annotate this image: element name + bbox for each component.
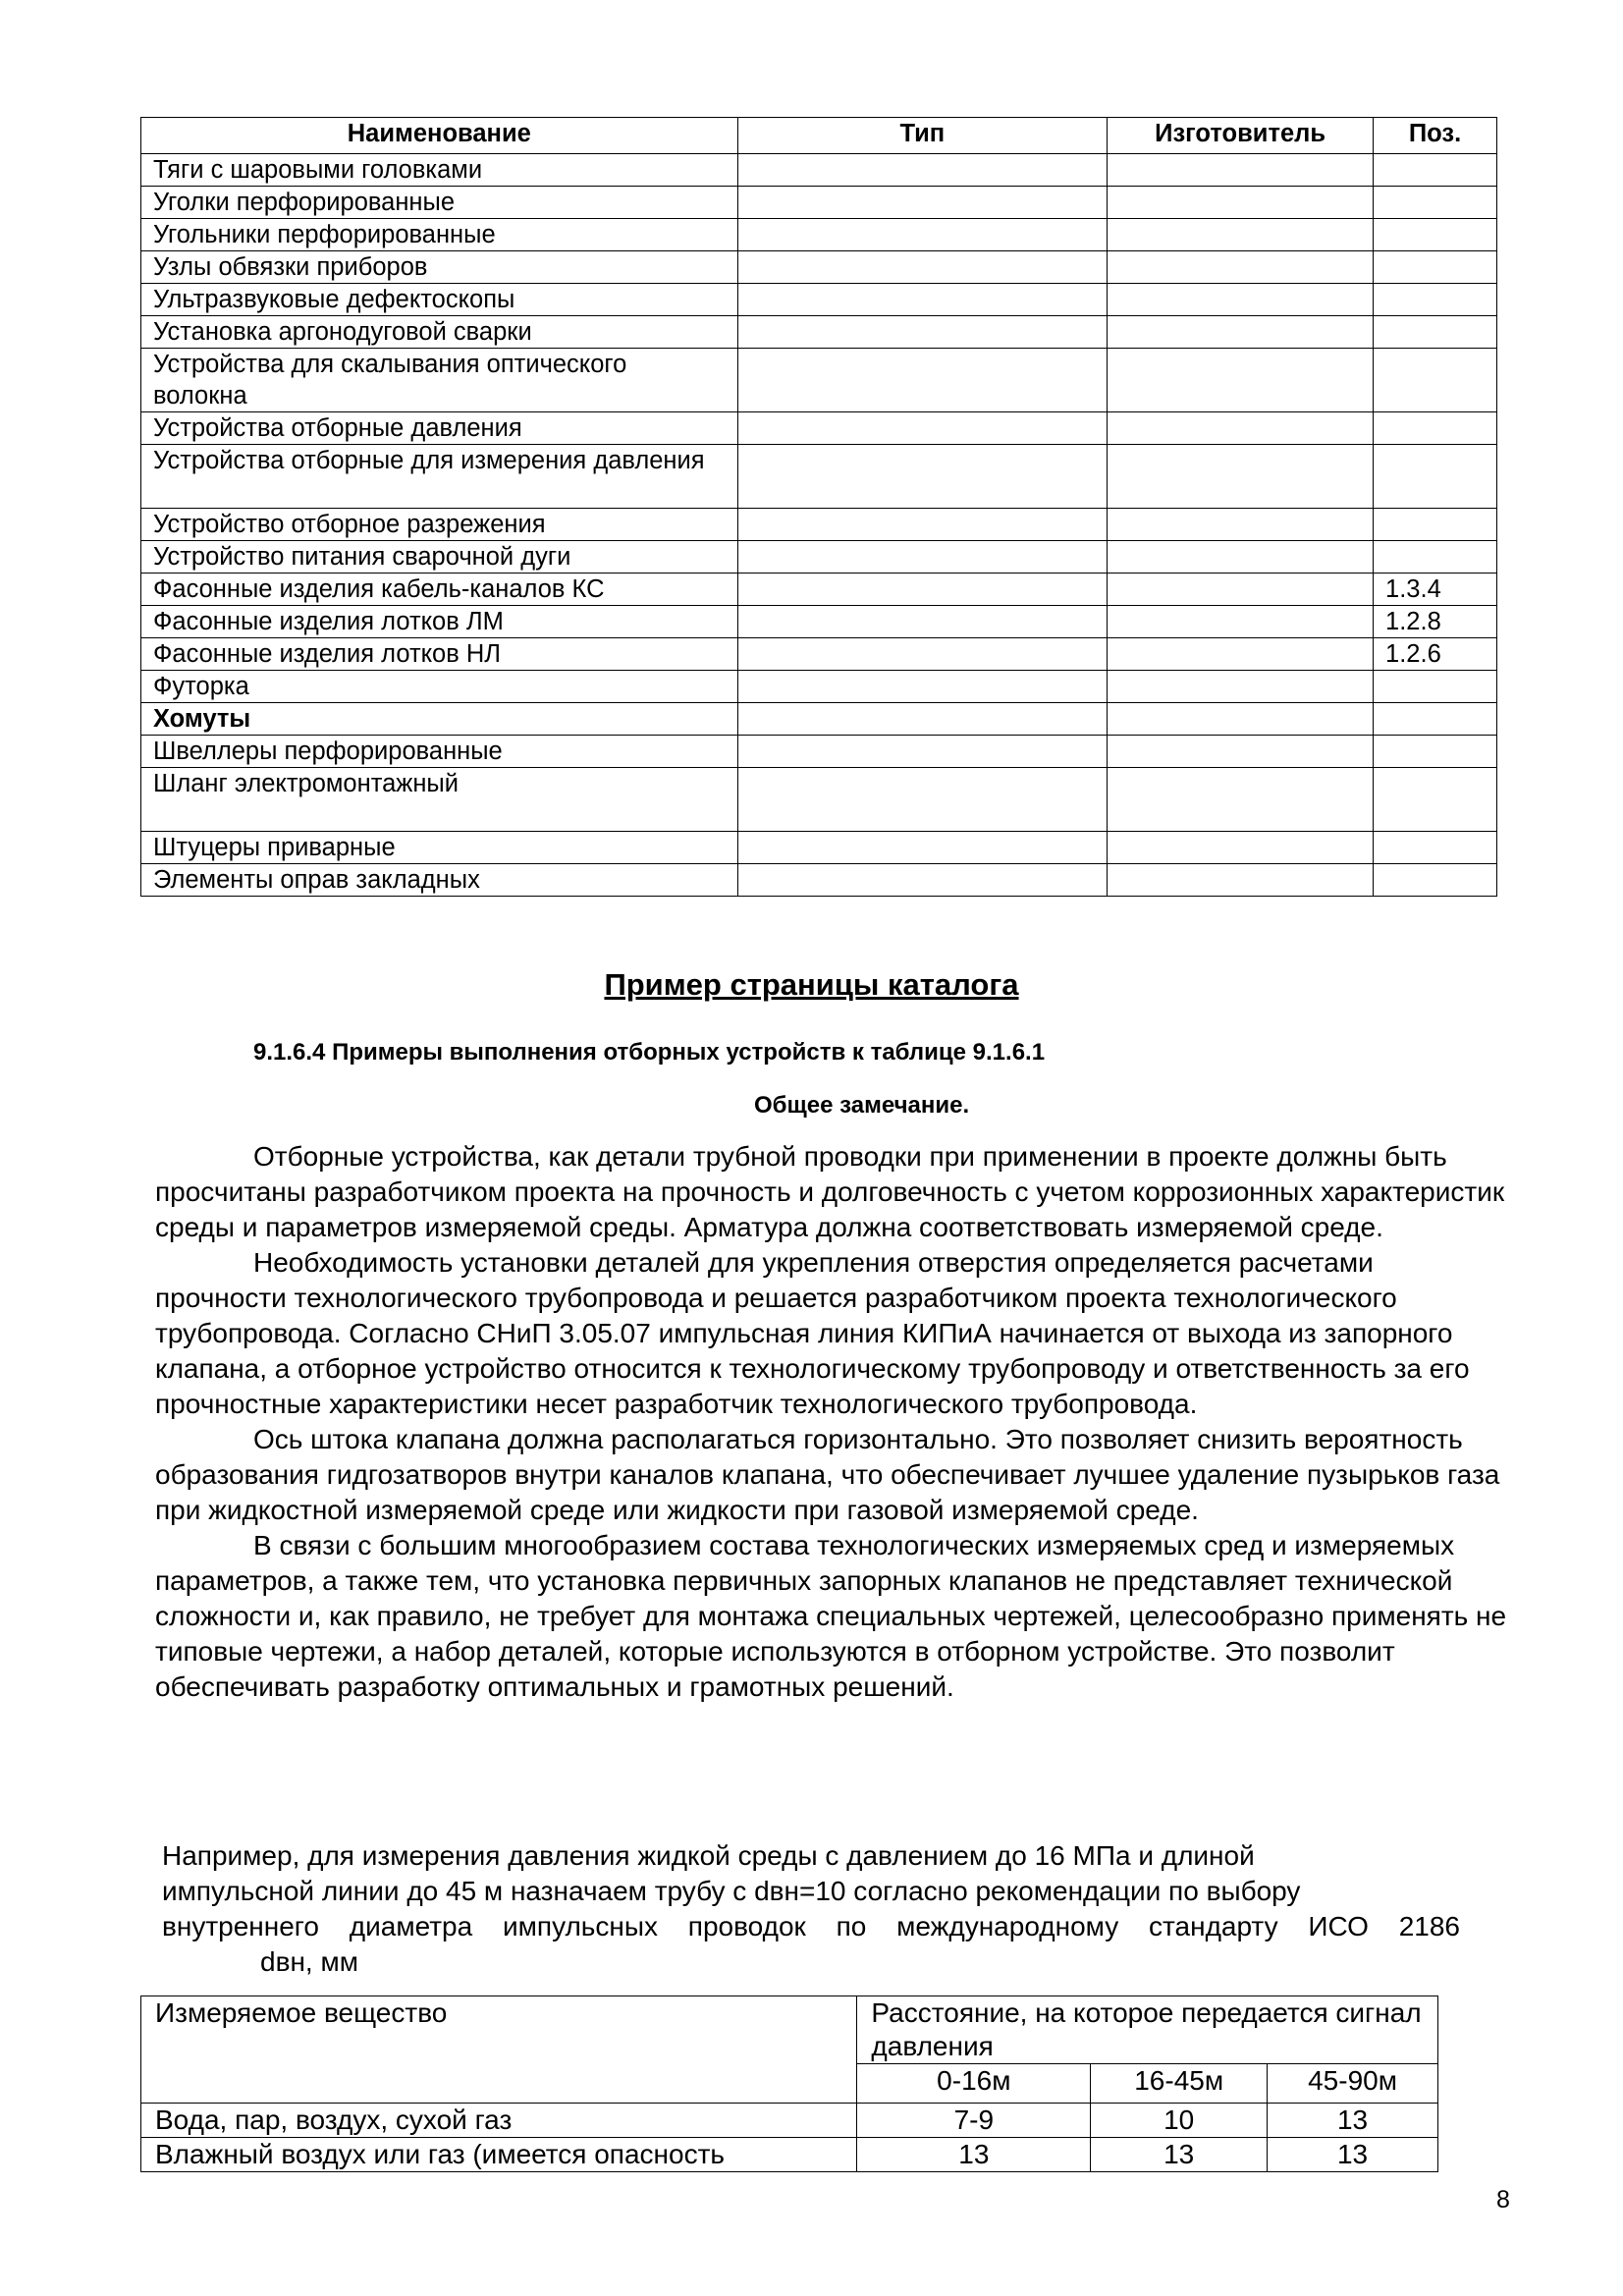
cell-pos (1374, 349, 1497, 412)
cell-type (737, 154, 1108, 187)
cell-maker (1108, 703, 1374, 736)
example-line: внутреннего диаметра импульсных проводок по международному стандарту ИСО 2186 (162, 1911, 1460, 1941)
value-cell: 13 (1091, 2138, 1268, 2172)
table-row (141, 412, 1497, 445)
cell-pos (1374, 671, 1497, 703)
cell-maker (1108, 349, 1374, 412)
cell-pos: 1.2.6 (1374, 638, 1497, 671)
cell-name: Уголки перфорированные (141, 187, 738, 219)
paragraph: Отборные устройства, как детали трубной проводки при применении в проекте должны быть просчитаны разработчиком проекта на прочность и долговечность с учетом коррозионных характеристик среды и параметров измеряемой среды. Арматура должна соответствовать измеряемой среде. (155, 1141, 1505, 1242)
table-row (141, 349, 1497, 412)
cell-maker (1108, 219, 1374, 251)
cell-pos: 1.2.8 (1374, 606, 1497, 638)
cell-name: Угольники перфорированные (141, 219, 738, 251)
cell-name: Устройство отборное разрежения (141, 509, 738, 541)
value-cell: 7-9 (857, 2104, 1091, 2138)
cell-type (737, 251, 1108, 284)
cell-name: Хомуты (141, 703, 738, 736)
cell-type (737, 187, 1108, 219)
example-text (162, 1838, 1497, 1980)
cell-maker (1108, 768, 1374, 832)
cell-type (737, 574, 1108, 606)
cell-type (737, 703, 1108, 736)
header-name: Наименование (141, 118, 738, 154)
cell-name: Узлы обвязки приборов (141, 251, 738, 284)
cell-name: Тяги с шаровыми головками (141, 154, 738, 187)
cell-maker (1108, 412, 1374, 445)
cell-name: Штуцеры приварные (141, 832, 738, 864)
cell-name: Устройства для скалывания оптического волокна (141, 349, 738, 412)
table-row (141, 541, 1497, 574)
subsection-heading: 9.1.6.4 Примеры выполнения отборных устройств к таблице 9.1.6.1 (253, 1039, 1046, 1066)
table-row (141, 284, 1497, 316)
example-line: импульсной линии до 45 м назначаем трубу с dвн=10 согласно рекомендации по выбору (162, 1876, 1301, 1906)
table-row (141, 316, 1497, 349)
cell-type (737, 284, 1108, 316)
cell-type (737, 736, 1108, 768)
distance-table (140, 1995, 1438, 2172)
value-cell: 13 (1268, 2104, 1438, 2138)
distance-table-row (141, 2138, 1438, 2172)
remark-heading: Общее замечание. (754, 1092, 970, 1119)
cell-name: Установка аргонодуговой сварки (141, 316, 738, 349)
table-row (141, 219, 1497, 251)
cell-name: Шланг электромонтажный (141, 768, 738, 832)
cell-maker (1108, 154, 1374, 187)
table-row (141, 832, 1497, 864)
cell-name: Устройства отборные для измерения давления (141, 445, 738, 509)
cell-pos (1374, 154, 1497, 187)
cell-name: Элементы оправ закладных (141, 864, 738, 897)
page-number: 8 (1496, 2186, 1510, 2214)
cell-pos (1374, 412, 1497, 445)
value-cell: 13 (857, 2138, 1091, 2172)
cell-maker (1108, 509, 1374, 541)
table-row (141, 445, 1497, 509)
cell-maker (1108, 541, 1374, 574)
paragraph: Ось штока клапана должна располагаться горизонтально. Это позволяет снизить вероятность образования гидгозатворов внутри каналов клапана, что обеспечивает лучшее удаление пузырьков газа при жидкостной измеряемой среде или жидкости при газовой измеряемой среде. (155, 1424, 1500, 1525)
cell-pos (1374, 736, 1497, 768)
distance-subheader: 45-90м (1268, 2064, 1438, 2104)
example-line: Например, для измерения давления жидкой среды с давлением до 16 МПа и длиной (162, 1840, 1255, 1871)
cell-type (737, 219, 1108, 251)
cell-pos (1374, 832, 1497, 864)
cell-maker (1108, 574, 1374, 606)
cell-type (737, 349, 1108, 412)
cell-pos (1374, 284, 1497, 316)
header-maker: Изготовитель (1108, 118, 1374, 154)
cell-pos (1374, 445, 1497, 509)
cell-pos (1374, 251, 1497, 284)
cell-type (737, 316, 1108, 349)
distance-table-header-row (141, 1996, 1438, 2064)
value-cell: 10 (1091, 2104, 1268, 2138)
paragraph: Необходимость установки деталей для укрепления отверстия определяется расчетами прочности технологического трубопровода и решается разработчиком проекта технологического трубопровода. Согласно СНиП 3.05.07 импульсная линия КИПиА начинается от выхода из запорного клапана, а отборное устройство относится к технологическому трубопроводу и ответственность за его прочностные характеристики несет разработчик технологического трубопровода. (155, 1247, 1470, 1419)
cell-maker (1108, 445, 1374, 509)
table-row (141, 864, 1497, 897)
cell-type (737, 412, 1108, 445)
distance-table-row (141, 2104, 1438, 2138)
distance-subheader: 16-45м (1091, 2064, 1268, 2104)
cell-type (737, 768, 1108, 832)
catalog-table-body (141, 154, 1497, 897)
cell-name: Фасонные изделия лотков НЛ (141, 638, 738, 671)
table-row (141, 703, 1497, 736)
cell-type (737, 671, 1108, 703)
catalog-table-header-row (141, 118, 1497, 154)
cell-maker (1108, 251, 1374, 284)
cell-maker (1108, 284, 1374, 316)
substance-header: Измеряемое вещество (141, 1996, 857, 2104)
cell-pos (1374, 541, 1497, 574)
cell-pos (1374, 219, 1497, 251)
cell-maker (1108, 187, 1374, 219)
table-row (141, 509, 1497, 541)
body-text (155, 1139, 1510, 1705)
substance-cell: Вода, пар, воздух, сухой газ (141, 2104, 857, 2138)
cell-name: Устройства отборные давления (141, 412, 738, 445)
cell-pos (1374, 768, 1497, 832)
distance-subheader: 0-16м (857, 2064, 1091, 2104)
cell-name: Ультразвуковые дефектоскопы (141, 284, 738, 316)
cell-type (737, 445, 1108, 509)
table-row (141, 251, 1497, 284)
cell-pos (1374, 187, 1497, 219)
table-row (141, 768, 1497, 832)
cell-name: Фасонные изделия кабель-каналов КС (141, 574, 738, 606)
cell-type (737, 541, 1108, 574)
cell-type (737, 864, 1108, 897)
header-pos: Поз. (1374, 118, 1497, 154)
cell-type (737, 509, 1108, 541)
table-row (141, 574, 1497, 606)
table-row (141, 671, 1497, 703)
header-type: Тип (737, 118, 1108, 154)
cell-maker (1108, 671, 1374, 703)
cell-maker (1108, 832, 1374, 864)
catalog-table (140, 117, 1497, 897)
cell-pos (1374, 316, 1497, 349)
cell-pos (1374, 703, 1497, 736)
cell-pos (1374, 509, 1497, 541)
cell-maker (1108, 606, 1374, 638)
cell-name: Устройство питания сварочной дуги (141, 541, 738, 574)
cell-type (737, 606, 1108, 638)
cell-type (737, 832, 1108, 864)
table-row (141, 606, 1497, 638)
substance-cell: Влажный воздух или газ (имеется опасность (141, 2138, 857, 2172)
cell-maker (1108, 316, 1374, 349)
cell-type (737, 638, 1108, 671)
section-heading: Пример страницы каталога (604, 967, 1019, 1002)
table-row (141, 736, 1497, 768)
cell-maker (1108, 736, 1374, 768)
cell-maker (1108, 864, 1374, 897)
cell-maker (1108, 638, 1374, 671)
table-row (141, 154, 1497, 187)
example-line: dвн, мм (260, 1946, 358, 1977)
cell-pos: 1.3.4 (1374, 574, 1497, 606)
distance-header: Расстояние, на которое передается сигнал давления (857, 1996, 1438, 2064)
paragraph: В связи с большим многообразием состава технологических измеряемых сред и измеряемых параметров, а также тем, что установка первичных запорных клапанов не представляет технической сложности и, как правило, не требует для монтажа специальных чертежей, целесообразно применять не типовые чертежи, а набор деталей, которые используются в отборном устройстве. Это позволит обеспечивать разработку оптимальных и грамотных решений. (155, 1530, 1507, 1702)
value-cell: 13 (1268, 2138, 1438, 2172)
cell-name: Фасонные изделия лотков ЛМ (141, 606, 738, 638)
cell-name: Футорка (141, 671, 738, 703)
table-row (141, 638, 1497, 671)
cell-pos (1374, 864, 1497, 897)
table-row (141, 187, 1497, 219)
cell-name: Швеллеры перфорированные (141, 736, 738, 768)
